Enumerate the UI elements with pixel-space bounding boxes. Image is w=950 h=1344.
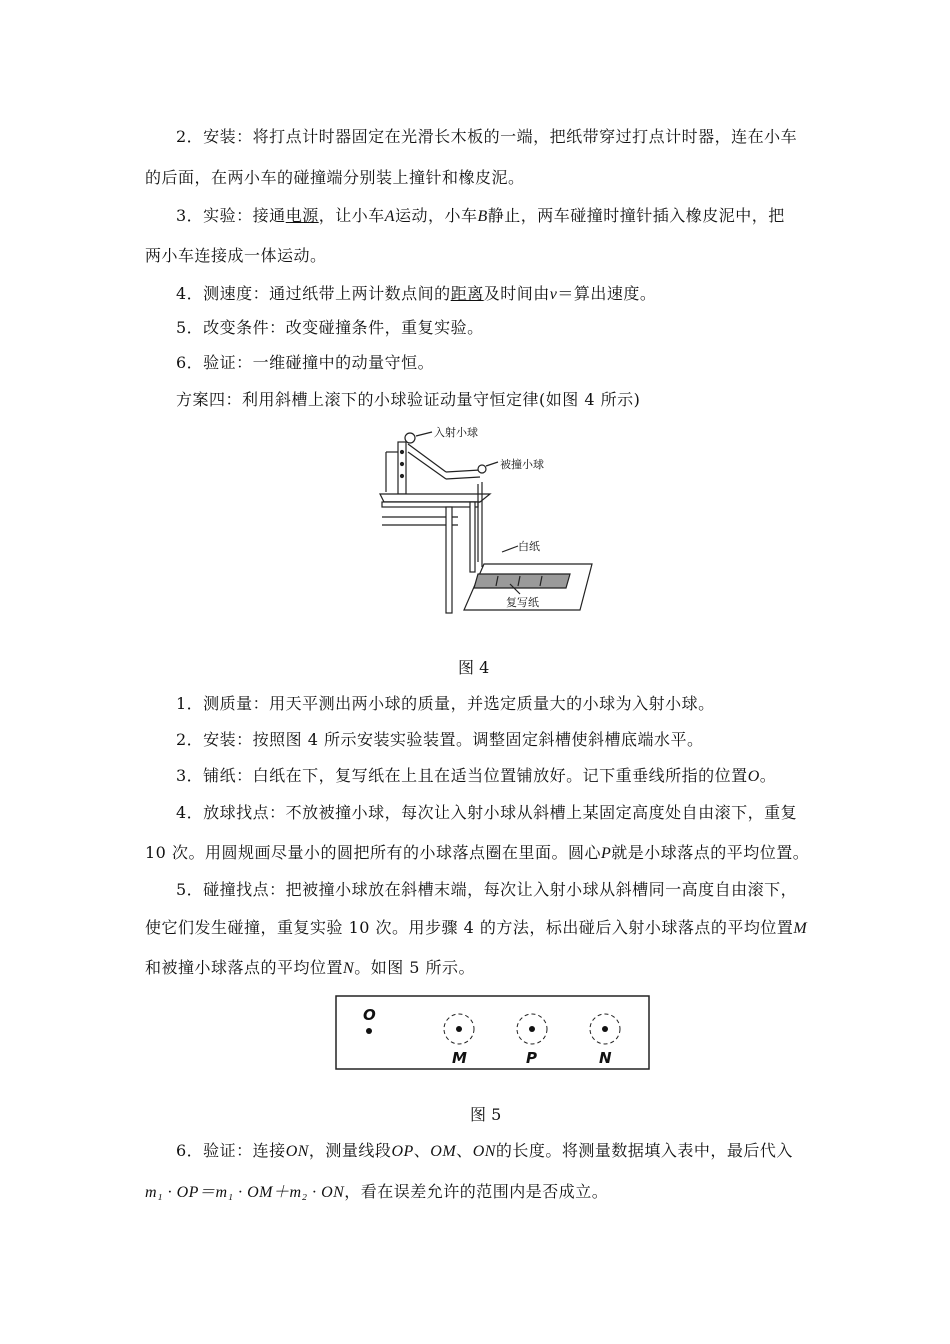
symbol-A: A: [384, 208, 395, 225]
point-P: [529, 1026, 535, 1032]
label-P: P: [526, 1049, 537, 1067]
verify-line1: [176, 1141, 793, 1162]
underlined-term: 距离: [450, 284, 484, 303]
text-segment: 、: [413, 1141, 431, 1160]
text-segment: 的长度。将测量数据填入表中，最后代入: [495, 1141, 793, 1160]
step-measure-mass: 1．测质量：用天平测出两小球的质量，并选定质量大的小球为入射小球。: [176, 694, 715, 713]
symbol-O: O: [747, 768, 760, 785]
text-segment: 3．实验：接通: [176, 206, 286, 225]
text-segment: 运动，小车: [395, 206, 478, 225]
symbol-P: P: [600, 845, 612, 862]
figure-4-apparatus: [370, 422, 610, 620]
step-find-point-line2: [145, 843, 809, 864]
symbol-OM: OM: [430, 1143, 457, 1160]
text-segment: ，测量线段: [308, 1141, 392, 1160]
text-segment: 静止，两车碰撞时撞针插入橡皮泥中，把: [487, 206, 785, 225]
text-segment: 就是小球落点的平均位置。: [611, 843, 810, 862]
underlined-term: 电源: [285, 206, 319, 225]
step-lay-paper: [176, 766, 776, 787]
label-N: N: [599, 1049, 612, 1067]
paragraph-change-conditions: 5．改变条件：改变碰撞条件，重复实验。: [176, 318, 484, 337]
paragraph-install-line1: 2．安装：将打点计时器固定在光滑长木板的一端，把纸带穿过打点计时器，连在小车: [176, 127, 798, 146]
text-segment: ，看在误差允许的范围内是否成立。: [344, 1182, 609, 1201]
point-N: [602, 1026, 608, 1032]
label-white-paper: 白纸: [518, 540, 540, 553]
label-carbon-paper: 复写纸: [506, 596, 539, 609]
point-M: [456, 1026, 462, 1032]
label-O: O: [363, 1006, 376, 1024]
symbol-M: M: [793, 920, 808, 937]
step-find-point-line1: 4．放球找点：不放被撞小球，每次让入射小球从斜槽上某固定高度处自由滚下，重复: [176, 803, 798, 822]
step-install: 2．安装：按照图 4 所示安装实验装置。调整固定斜槽使斜槽底端水平。: [176, 730, 704, 749]
symbol-B: B: [477, 208, 488, 225]
paragraph-install-line2: 的后面，在两小车的碰撞端分别装上撞针和橡皮泥。: [145, 168, 525, 187]
text-segment: 4．测速度：通过纸带上两计数点间的: [176, 284, 451, 303]
text-segment: 。: [759, 766, 777, 785]
symbol-ON: ON: [285, 1143, 309, 1160]
text-segment: 。如图 5 所示。: [354, 958, 476, 977]
paragraph-experiment-line1: [176, 206, 785, 227]
figure-5-landing-points: [335, 995, 651, 1071]
step-collision-line2: [145, 918, 807, 939]
point-O: [366, 1028, 372, 1034]
text-segment: 使它们发生碰撞，重复实验 10 次。用步骤 4 的方法，标出碰后入射小球落点的平均位置: [145, 918, 794, 937]
text-segment: 和被撞小球落点的平均位置: [145, 958, 344, 977]
figure-5-caption: 图 5: [470, 1105, 502, 1124]
text-segment: 10 次。用圆规画尽量小的圆把所有的小球落点圈在里面。圆心: [145, 843, 601, 862]
step-collision-line3: [145, 958, 475, 979]
symbol-v: v: [549, 286, 558, 303]
label-incident-ball: 入射小球: [434, 426, 478, 439]
label-M: M: [452, 1049, 467, 1067]
verify-line2: [145, 1182, 608, 1203]
text-segment: ，让小车: [318, 206, 385, 225]
text-segment: 、: [456, 1141, 473, 1160]
symbol-OP: OP: [391, 1143, 414, 1160]
label-target-ball: 被撞小球: [500, 458, 544, 471]
paragraph-verify-1d: 6．验证：一维碰撞中的动量守恒。: [176, 353, 435, 372]
paragraph-scheme-four: 方案四：利用斜槽上滚下的小球验证动量守恒定律(如图 4 所示): [176, 390, 641, 409]
step-collision-line1: 5．碰撞找点：把被撞小球放在斜槽末端，每次让入射小球从斜槽同一高度自由滚下，: [176, 880, 798, 899]
paragraph-speed: [176, 284, 656, 305]
paragraph-experiment-line2: 两小车连接成一体运动。: [145, 246, 327, 265]
figure-4-caption: 图 4: [458, 658, 490, 677]
text-segment: 3．铺纸：白纸在下，复写纸在上且在适当位置铺放好。记下重垂线所指的位置: [176, 766, 748, 785]
symbol-N: N: [343, 960, 355, 977]
text-segment: 及时间由: [483, 284, 550, 303]
text-segment: 6．验证：连接: [176, 1141, 286, 1160]
text-segment: ＝算出速度。: [557, 284, 657, 303]
momentum-formula: m₁ · OP＝m₁ · OM＋m₂ · ON: [145, 1184, 345, 1201]
symbol-ON: ON: [472, 1143, 496, 1160]
